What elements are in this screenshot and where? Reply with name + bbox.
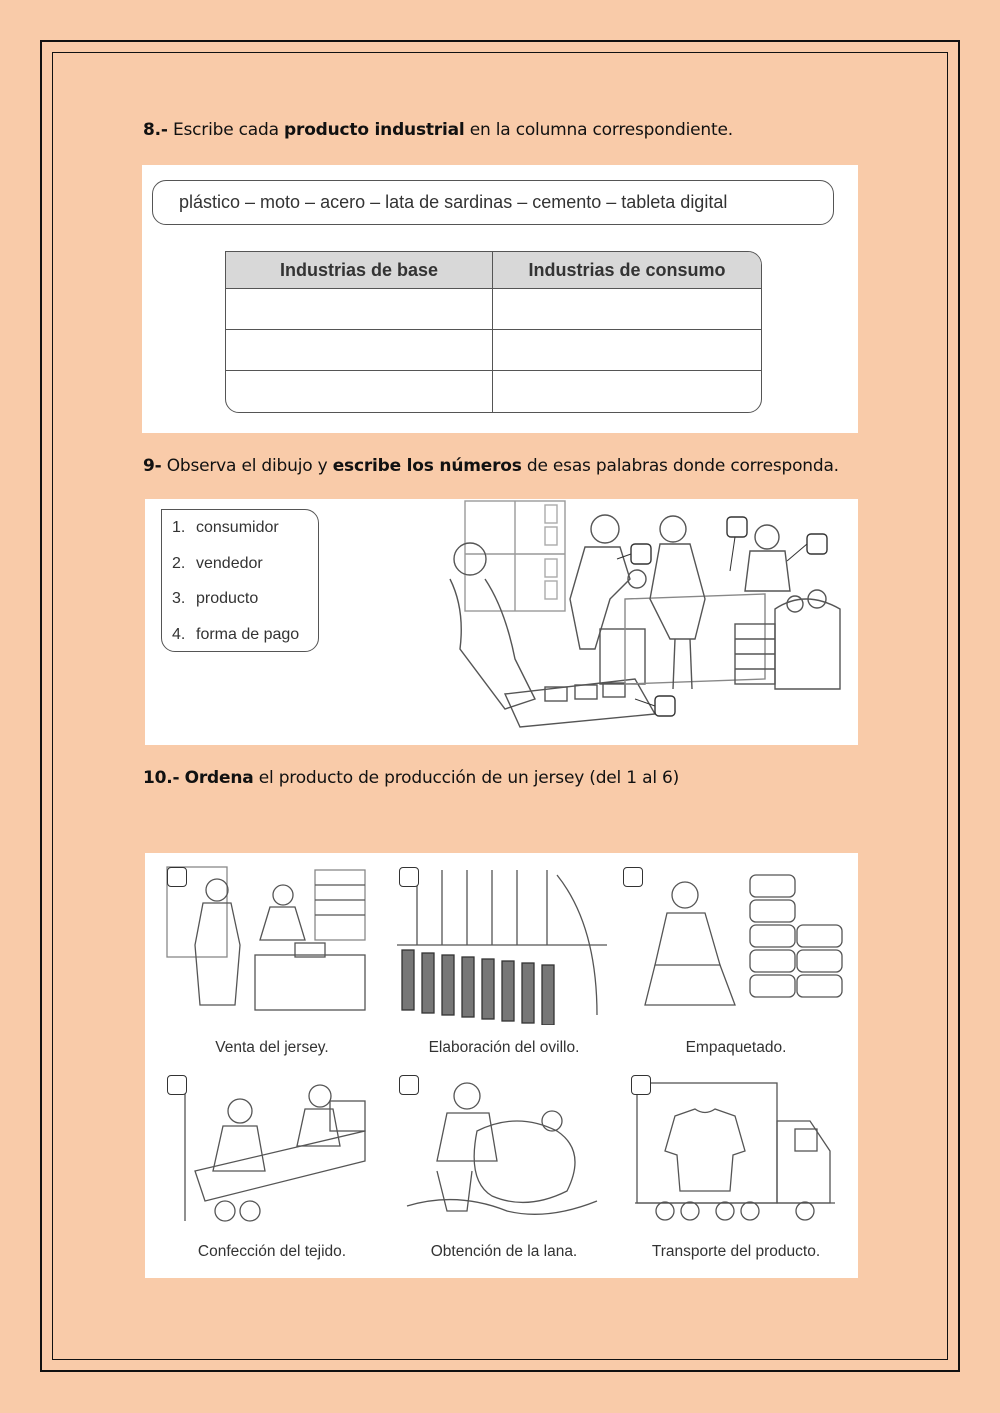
q10-text-after: el producto de producción de un jersey (del 1 al 6) — [253, 768, 680, 788]
q10-number: 10.- — [143, 768, 180, 788]
industries-table — [225, 251, 762, 413]
q9-bold: escribe los números — [332, 456, 522, 476]
caption-6: Transporte del producto. — [651, 1243, 821, 1260]
order-checkbox-3[interactable] — [623, 867, 643, 887]
q9-number: 9- — [143, 456, 162, 476]
sales-illustration — [165, 865, 370, 1025]
question-10-panel — [145, 853, 858, 1278]
answer-box[interactable] — [727, 517, 747, 537]
item-number: 4. — [172, 625, 186, 643]
list-item — [172, 587, 318, 623]
cell-base-3[interactable] — [226, 371, 493, 412]
item-number: 1. — [172, 519, 186, 536]
caption-3: Empaquetado. — [685, 1039, 787, 1056]
q9-text-before: Observa el dibujo y — [161, 456, 333, 476]
cell-consumo-2[interactable] — [493, 330, 761, 370]
item-number: 3. — [172, 590, 186, 607]
table-header — [226, 252, 761, 289]
order-checkbox-2[interactable] — [399, 867, 419, 887]
order-checkbox-5[interactable] — [399, 1075, 419, 1095]
q8-bold: producto industrial — [284, 120, 465, 140]
table-row — [226, 330, 761, 371]
order-checkbox-6[interactable] — [631, 1075, 651, 1095]
question-10-heading — [143, 768, 679, 788]
item-number: 2. — [172, 554, 186, 572]
answer-box[interactable] — [807, 534, 827, 554]
list-item — [172, 623, 318, 659]
cell-consumo-3[interactable] — [493, 371, 761, 412]
item-label: forma de pago — [196, 625, 300, 643]
q10-bold: Ordena — [184, 768, 254, 788]
table-row — [226, 371, 761, 412]
answer-box[interactable] — [631, 544, 651, 564]
cell-base-2[interactable] — [226, 330, 493, 370]
question-9-panel — [145, 499, 858, 745]
truck-illustration — [635, 1071, 845, 1231]
caption-4: Confección del tejido. — [197, 1243, 347, 1260]
market-scene-illustration — [445, 499, 858, 745]
item-label: producto — [196, 590, 259, 607]
list-item — [172, 516, 318, 552]
item-label: vendedor — [196, 554, 263, 572]
q8-number: 8.- — [143, 120, 168, 140]
item-label: consumidor — [196, 519, 279, 536]
caption-5: Obtención de la lana. — [430, 1243, 578, 1260]
word-list — [161, 509, 319, 652]
q8-text-before: Escribe cada — [167, 120, 285, 140]
question-9-heading — [143, 456, 839, 476]
header-consumo: Industrias de consumo — [528, 259, 726, 280]
shearing-illustration — [397, 1071, 607, 1231]
header-base: Industrias de base — [226, 252, 493, 288]
question-8-panel — [142, 165, 858, 433]
caption-1: Venta del jersey. — [215, 1039, 329, 1056]
sewing-illustration — [165, 1071, 370, 1231]
packaging-illustration — [635, 865, 845, 1025]
q9-text-after: de esas palabras donde corresponda. — [521, 456, 839, 476]
table-row — [226, 289, 761, 330]
answer-box[interactable] — [655, 696, 675, 716]
yarn-factory-illustration — [397, 865, 607, 1025]
question-8-heading — [143, 120, 733, 140]
q8-text-after: en la columna correspondiente. — [464, 120, 733, 140]
cell-base-1[interactable] — [226, 289, 493, 329]
order-checkbox-4[interactable] — [167, 1075, 187, 1095]
word-bank: plástico – moto – acero – lata de sardinas – cemento – tableta digital — [152, 180, 834, 225]
order-checkbox-1[interactable] — [167, 867, 187, 887]
caption-2: Elaboración del ovillo. — [428, 1039, 580, 1056]
list-item — [172, 552, 318, 588]
cell-consumo-1[interactable] — [493, 289, 761, 329]
